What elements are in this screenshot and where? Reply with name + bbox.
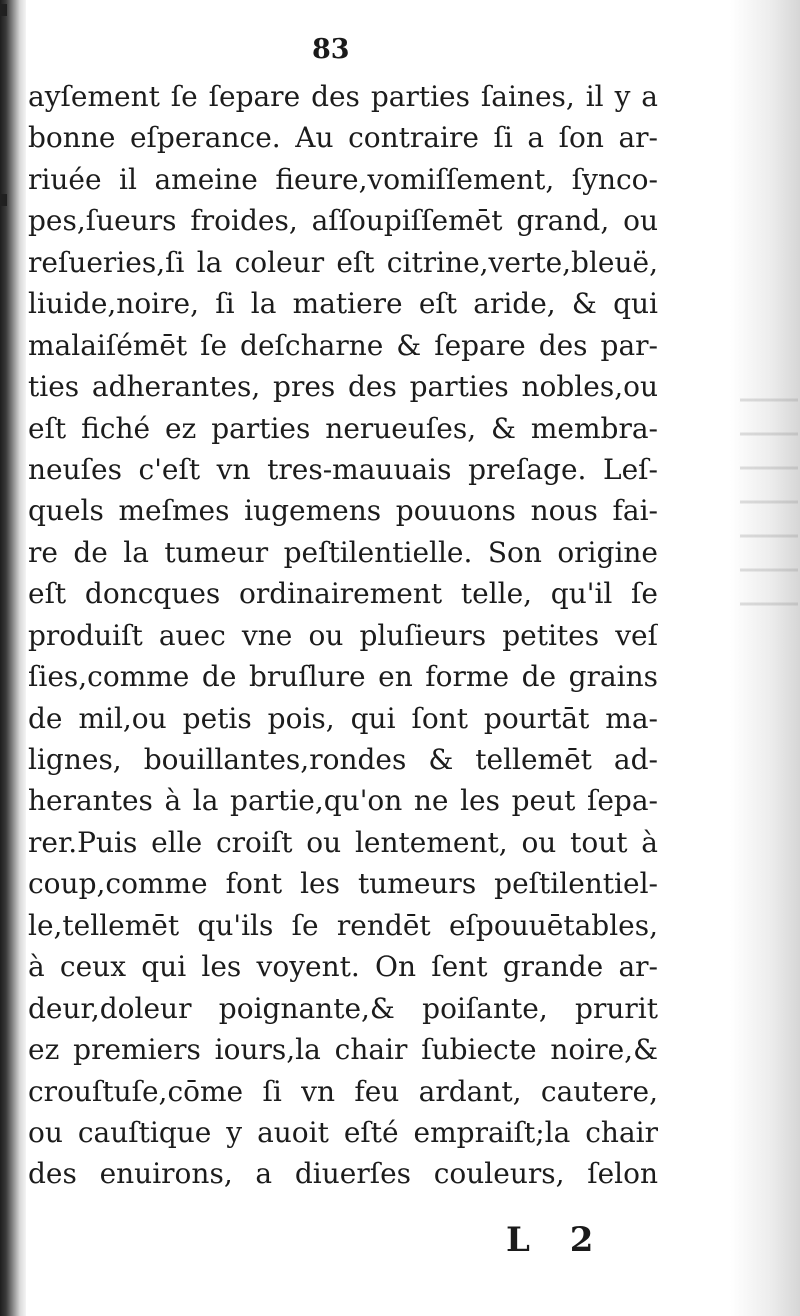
text-line: de mil,ou petis pois, qui ſont pourtāt ma- xyxy=(28,701,658,735)
text-line: ou cauſtique y auoit eſté empraiſt;la chair xyxy=(28,1115,658,1149)
text-line: à ceux qui les voyent. On ſent grande ar- xyxy=(28,950,658,984)
text-line: liuide,noire, ſi la matiere eſt aride, & qui xyxy=(28,287,658,321)
text-line: ez premiers iours,la chair ſubiecte noire,& xyxy=(28,1033,658,1067)
text-line: lignes, bouillantes,rondes & tellemēt ad- xyxy=(28,743,658,776)
text-line: produiſt auec vne ou pluſieurs petites veſ xyxy=(28,618,658,652)
text-line: reſueries,ſi la coleur eſt citrine,verte,bleuë, xyxy=(28,245,658,279)
text-line: deur,doleur poignante,& poiſante, prurit xyxy=(28,991,658,1025)
text-line: eſt fiché ez parties nerueuſes, & membra- xyxy=(28,411,658,445)
text-line: neuſes c'eſt vn tres-mauuais preſage. Leſ- xyxy=(28,452,658,486)
text-line: coup,comme font les tumeurs peſtilentiel- xyxy=(28,867,658,901)
gutter-mark xyxy=(1,194,7,206)
text-line: pes,ſueurs froides, aſſoupiſſemēt grand, ou xyxy=(28,204,658,238)
text-line: quels meſmes iugemens pouuons nous fai- xyxy=(28,494,658,528)
text-line: rer.Puis elle croiſt ou lentement, ou tout à xyxy=(28,825,658,859)
text-line: ties adherantes, pres des parties nobles,ou xyxy=(28,370,658,404)
page-number: 83 xyxy=(312,34,350,65)
text-line: herantes à la partie,qu'on ne les peut ſepa- xyxy=(28,784,658,818)
text-line: re de la tumeur peſtilentielle. Son origine xyxy=(28,535,658,569)
book-page xyxy=(28,24,758,1296)
signature-mark: L 2 xyxy=(506,1220,608,1260)
text-line: ayſement ſe ſepare des parties ſaines, il y a xyxy=(28,80,658,113)
text-line: ſies,comme de bruſlure en forme de grains xyxy=(28,660,658,694)
text-line: crouſtuſe,cōme ſi vn feu ardant, cautere, xyxy=(28,1074,658,1108)
text-line: le,tellemēt qu'ils ſe rendēt eſpouuētables, xyxy=(28,908,658,942)
page-text xyxy=(28,76,658,1195)
text-line: eſt doncques ordinairement telle, qu'il ſe xyxy=(28,577,658,611)
text-line: malaiſémēt ſe deſcharne & ſepare des par- xyxy=(28,328,658,362)
text-line: riuée il ameine fieure,vomiſſement, ſynco- xyxy=(28,162,658,196)
gutter-mark xyxy=(1,4,7,16)
text-line: bonne eſperance. Au contraire ſi a ſon ar- xyxy=(28,121,658,155)
text-line: des enuirons, a diuerſes couleurs, ſelon xyxy=(28,1157,658,1191)
